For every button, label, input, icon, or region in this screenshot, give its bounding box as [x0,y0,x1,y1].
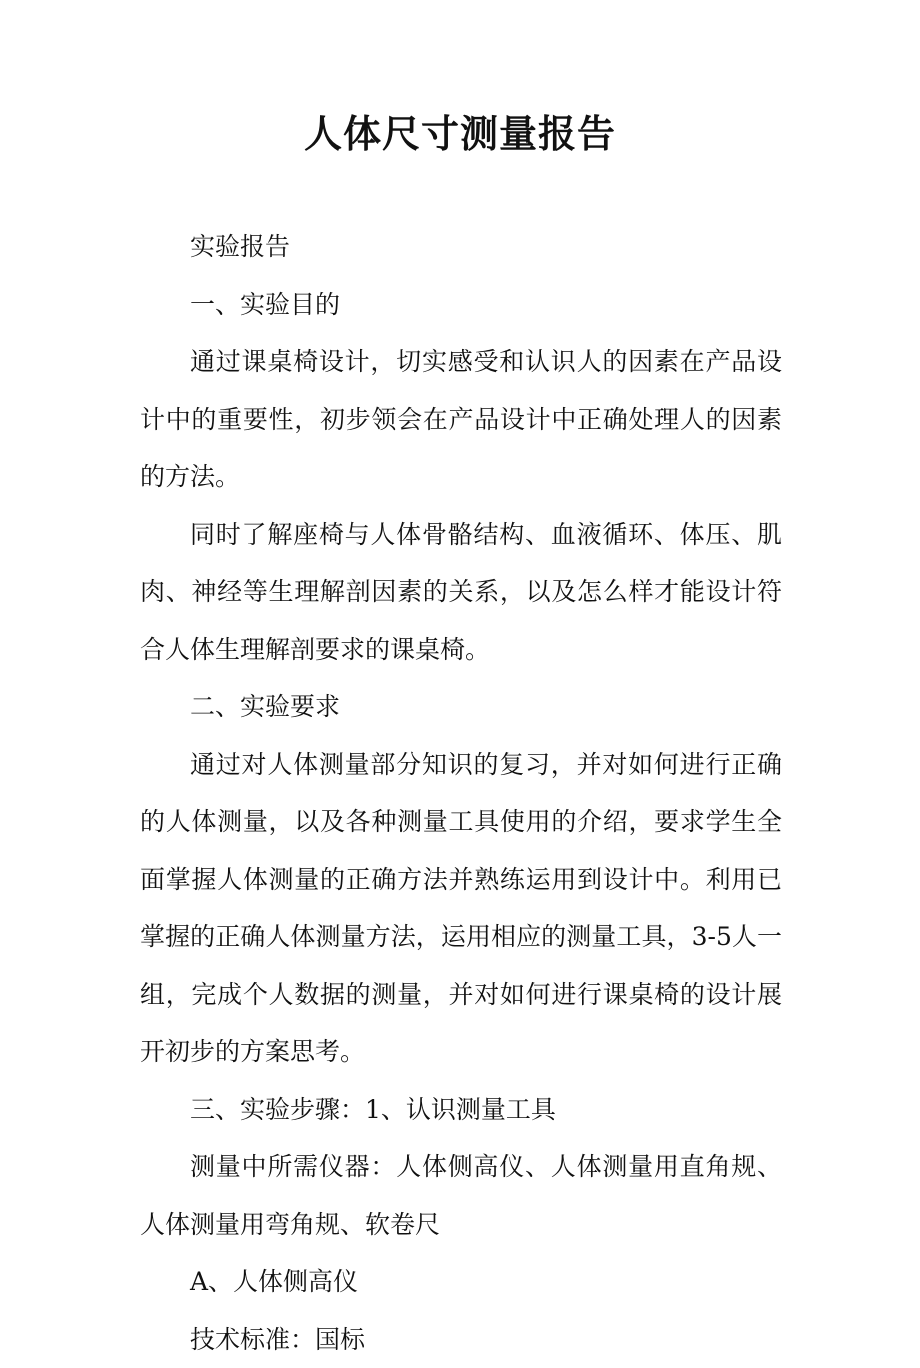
heading-requirements: 二、实验要求 [140,678,782,736]
paragraph-requirements: 通过对人体测量部分知识的复习，并对如何进行正确的人体测量，以及各种测量工具使用的介绍，要求学生全面掌握人体测量的正确方法并熟练运用到设计中。利用已掌握的正确人体测量方法，运用相应的测量工具，3-5人一组，完成个人数据的测量，并对如何进行课桌椅的设计展开初步的方案思考。 [140,736,782,1081]
paragraph-report-label: 实验报告 [140,218,782,276]
paragraph-instruments: 测量中所需仪器：人体侧高仪、人体测量用直角规、人体测量用弯角规、软卷尺 [140,1138,782,1253]
paragraph-purpose-2: 同时了解座椅与人体骨骼结构、血液循环、体压、肌肉、神经等生理解剖因素的关系，以及怎么样才能设计符合人体生理解剖要求的课桌椅。 [140,506,782,679]
document-title: 人体尺寸测量报告 [0,104,920,164]
heading-instrument-a: A、人体侧高仪 [140,1253,782,1311]
heading-steps: 三、实验步骤：1、认识测量工具 [140,1081,782,1139]
heading-purpose: 一、实验目的 [140,276,782,334]
paragraph-standard: 技术标准：国标 [140,1311,782,1368]
paragraph-purpose-1: 通过课桌椅设计，切实感受和认识人的因素在产品设计中的重要性，初步领会在产品设计中正确处理人的因素的方法。 [140,333,782,506]
document-body [140,218,782,1368]
